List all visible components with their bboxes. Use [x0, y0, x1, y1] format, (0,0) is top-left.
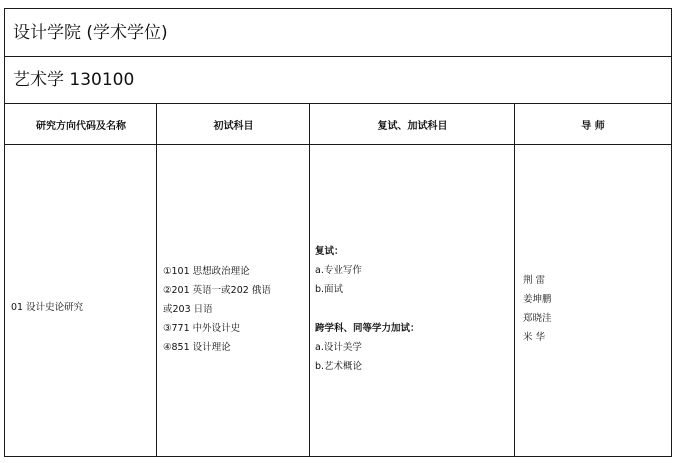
extra-exam-item: b.艺术概论 — [315, 361, 363, 372]
extra-exam-item: a.设计美学 — [315, 342, 362, 353]
retest-cell — [315, 242, 420, 376]
table-row — [5, 145, 671, 456]
exam-subject: ②201 英语一或202 俄语 — [163, 285, 271, 296]
tutor-name: 荆 雷 — [523, 275, 546, 286]
extra-exam-heading: 跨学科、同等学力加试： — [315, 323, 420, 334]
header-direction: 研究方向代码及名称 — [36, 120, 126, 132]
direction-cell: 01 设计史论研究 — [11, 302, 84, 313]
major-title: 艺术学 130100 — [13, 70, 135, 90]
header-retest: 复试、加试科目 — [377, 120, 448, 132]
exam-subject: ④851 设计理论 — [163, 342, 231, 353]
header-tutor: 导 师 — [581, 120, 605, 132]
header-initial-exam: 初试科目 — [213, 120, 254, 132]
retest-heading: 复试： — [315, 246, 344, 257]
table-header-row — [5, 104, 671, 145]
tutor-name: 郑晓洼 — [523, 313, 552, 324]
major-row — [5, 57, 671, 104]
tutor-cell — [523, 271, 552, 347]
exam-subject: ③771 中外设计史 — [163, 323, 241, 334]
tutor-name: 米 华 — [523, 332, 546, 343]
exam-subject: 或203 日语 — [163, 304, 213, 315]
tutor-name: 姜坤鹏 — [523, 294, 552, 305]
initial-exam-cell — [163, 262, 271, 357]
retest-item: a.专业写作 — [315, 265, 362, 276]
school-title-row — [5, 9, 671, 57]
exam-subject: ①101 思想政治理论 — [163, 266, 250, 277]
enrollment-table — [4, 8, 672, 457]
school-title: 设计学院 (学术学位) — [13, 23, 168, 43]
retest-item: b.面试 — [315, 284, 344, 295]
